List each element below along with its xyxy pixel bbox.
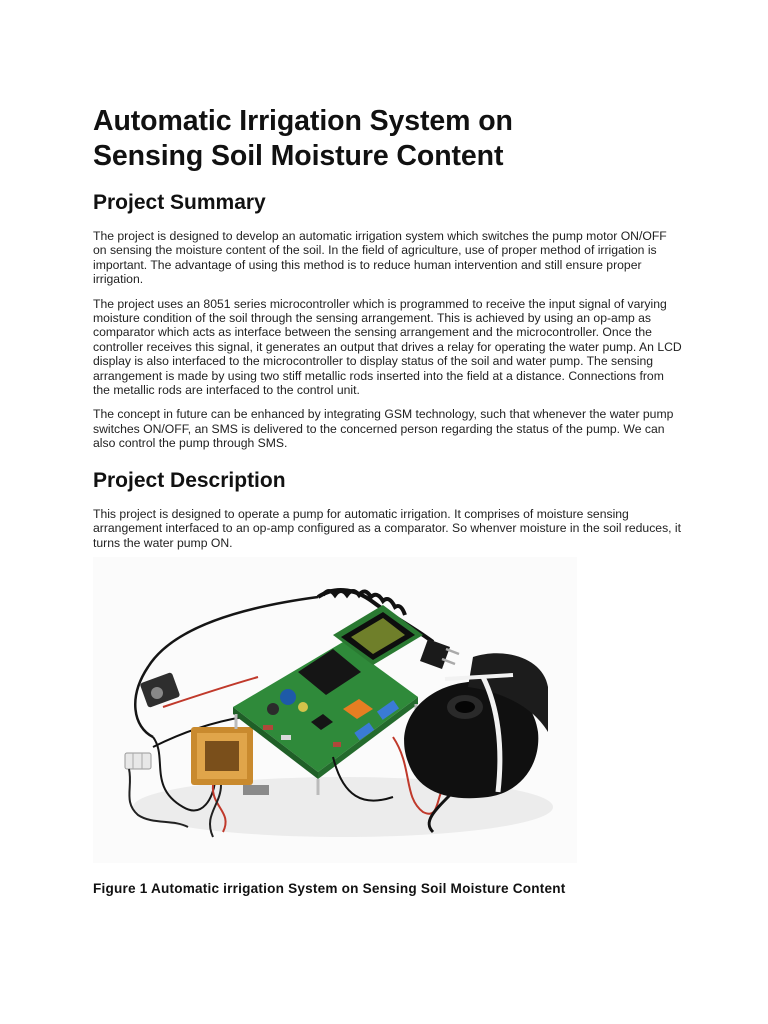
- description-paragraph: This project is designed to operate a pump for automatic irrigation. It comprises of moisture sensing arrangement interfaced to an op-amp configured as a comparator. So whenver moisture in the soil reduces, it turns the water pump ON.: [93, 506, 682, 550]
- summary-paragraph-3: The concept in future can be enhanced by integrating GSM technology, such that whenever the water pump switches ON/OFF, an SMS is delivered to the concerned person regarding the status of the pump. We can also control the pump through SMS.: [93, 407, 674, 451]
- summary-paragraph-1: The project is designed to develop an automatic irrigation system which switches the pump motor ON/OFF on sensing the moisture content of the soil. In the field of agriculture, use of proper method of irrigation is important. The advantage of using this method is to reduce human intervention and still ensure proper irrigation.: [93, 229, 667, 287]
- power-plug: [420, 639, 459, 669]
- summary-heading: Project Summary: [93, 191, 266, 214]
- description-heading: Project Description: [93, 468, 286, 492]
- summary-paragraph-2: The project uses an 8051 series microcontroller which is programmed to receive the input signal of varying moisture condition of the soil through the sensing arrangement. This is achieved by using an op-amp as comparator which acts as interface between the sensing arrangement and the microcontroller. Once the controller receives this signal, it generates an output that drives a relay for operating the water pump. An LCD display is also interfaced to the microcontroller to display status of the soil and water pump. The sensing arrangement is made by using two stiff metallic rods inserted into the field at a distance. Connections from the metallic rods are interfaced to the control unit.: [93, 296, 682, 398]
- control-pcb: [233, 642, 418, 795]
- document-title: [93, 104, 683, 174]
- project-photo: [93, 557, 577, 863]
- figure-caption: Figure 1 Automatic irrigation System on Sensing Soil Moisture Content: [93, 880, 566, 896]
- document-content: [93, 104, 683, 897]
- title-line-1: Automatic Irrigation System on: [93, 105, 513, 137]
- title-line-2: Sensing Soil Moisture Content: [93, 140, 504, 172]
- irrigation-kit-illustration: [93, 557, 577, 863]
